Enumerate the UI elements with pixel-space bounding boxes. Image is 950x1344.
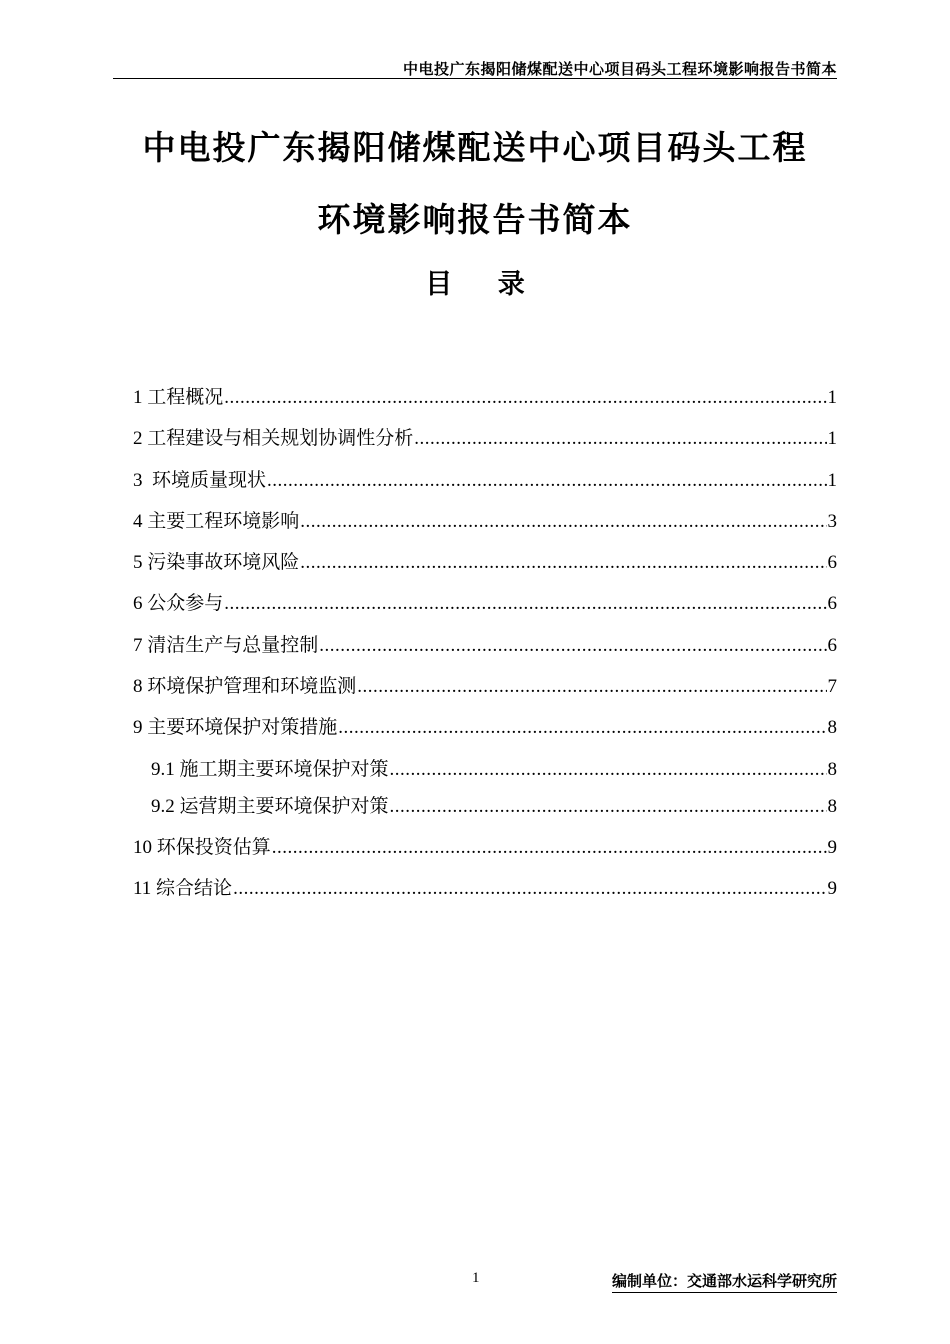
toc-entry-number: 3 bbox=[133, 469, 152, 491]
running-header: 中电投广东揭阳储煤配送中心项目码头工程环境影响报告书简本 bbox=[402, 60, 837, 78]
toc-entry-number: 1 bbox=[133, 387, 148, 408]
toc-entry[interactable] bbox=[133, 506, 837, 547]
page-number: 1 bbox=[472, 1270, 480, 1286]
toc-entry[interactable] bbox=[133, 588, 837, 629]
toc-entry-page: 7 bbox=[827, 676, 837, 698]
toc-entry[interactable] bbox=[133, 832, 837, 873]
toc-leader-dots bbox=[267, 470, 826, 492]
toc-entry-page: 1 bbox=[827, 428, 837, 450]
toc-entry-label: 环境质量现状 bbox=[152, 469, 267, 491]
toc-entry-label: 工程建设与相关规划协调性分析 bbox=[147, 428, 414, 450]
document-title-line1: 中电投广东揭阳储煤配送中心项目码头工程 bbox=[142, 128, 808, 167]
toc-entry-page: 6 bbox=[827, 593, 837, 615]
toc-leader-dots bbox=[224, 593, 826, 615]
toc-entry-page: 6 bbox=[827, 634, 837, 656]
toc-leader-dots bbox=[224, 387, 826, 409]
toc-entry-page: 8 bbox=[827, 795, 837, 817]
footer-organization: 编制单位：交通部水运科学研究所 bbox=[612, 1270, 837, 1293]
toc-entry[interactable] bbox=[133, 873, 837, 914]
toc-entry-number: 6 bbox=[133, 593, 148, 615]
toc-leader-dots bbox=[414, 428, 826, 450]
toc-leader-dots bbox=[319, 635, 826, 657]
toc-entry[interactable] bbox=[133, 630, 837, 671]
header-divider bbox=[113, 78, 837, 79]
toc-entry-page: 9 bbox=[827, 877, 837, 899]
toc-leader-dots bbox=[272, 837, 827, 859]
toc-entry-number: 9.1 bbox=[151, 758, 180, 780]
toc-entry[interactable] bbox=[133, 423, 837, 464]
toc-entry-number: 2 bbox=[133, 428, 148, 450]
toc-entry-label: 运营期主要环境保护对策 bbox=[179, 795, 389, 817]
toc-entry-label: 清洁生产与总量控制 bbox=[147, 634, 319, 656]
toc-entry-number: 11 bbox=[133, 877, 157, 899]
toc-entry-number: 9.2 bbox=[151, 795, 180, 817]
toc-entry-label: 主要环境保护对策措施 bbox=[147, 717, 338, 739]
toc-entry-number: 5 bbox=[133, 552, 148, 574]
toc-heading: 目 录 bbox=[425, 269, 543, 300]
toc-leader-dots bbox=[390, 796, 827, 818]
toc-entry-label: 综合结论 bbox=[156, 877, 233, 899]
toc-leader-dots bbox=[300, 511, 826, 533]
toc-entry-label: 污染事故环境风险 bbox=[147, 552, 300, 574]
toc-entry-page: 3 bbox=[827, 510, 837, 532]
toc-entry-label: 环境保护管理和环境监测 bbox=[147, 676, 357, 698]
toc-entry-label: 公众参与 bbox=[147, 593, 224, 615]
toc-entry-label: 主要工程环境影响 bbox=[147, 510, 300, 532]
toc-leader-dots bbox=[390, 759, 827, 781]
toc-entry[interactable] bbox=[133, 712, 837, 753]
toc-entry-page: 8 bbox=[827, 758, 837, 780]
toc-leader-dots bbox=[300, 552, 826, 574]
toc-subentry[interactable] bbox=[133, 754, 837, 791]
toc-entry-page: 1 bbox=[827, 469, 837, 491]
toc-entry-label: 施工期主要环境保护对策 bbox=[179, 758, 389, 780]
toc-entry-page: 1 bbox=[827, 387, 837, 408]
toc-leader-dots bbox=[338, 717, 826, 739]
toc-entry-label: 环保投资估算 bbox=[156, 836, 271, 858]
toc-leader-dots bbox=[233, 878, 826, 900]
document-title-line2: 环境影响报告书简本 bbox=[317, 200, 633, 239]
toc-entry-page: 8 bbox=[827, 717, 837, 739]
toc-entry[interactable] bbox=[133, 671, 837, 712]
toc-entry-number: 9 bbox=[133, 717, 148, 739]
toc-entry-number: 8 bbox=[133, 676, 148, 698]
toc-subentry[interactable] bbox=[133, 791, 837, 828]
table-of-contents bbox=[133, 382, 837, 914]
toc-entry[interactable] bbox=[133, 547, 837, 588]
toc-entry[interactable] bbox=[133, 465, 837, 506]
toc-entry-page: 6 bbox=[827, 552, 837, 574]
toc-entry[interactable] bbox=[133, 382, 837, 423]
toc-entry-number: 4 bbox=[133, 510, 148, 532]
toc-entry-page: 9 bbox=[827, 836, 837, 858]
toc-entry-label: 工程概况 bbox=[147, 387, 224, 408]
toc-entry-number: 10 bbox=[133, 836, 157, 858]
toc-entry-number: 7 bbox=[133, 634, 148, 656]
toc-leader-dots bbox=[357, 676, 826, 698]
